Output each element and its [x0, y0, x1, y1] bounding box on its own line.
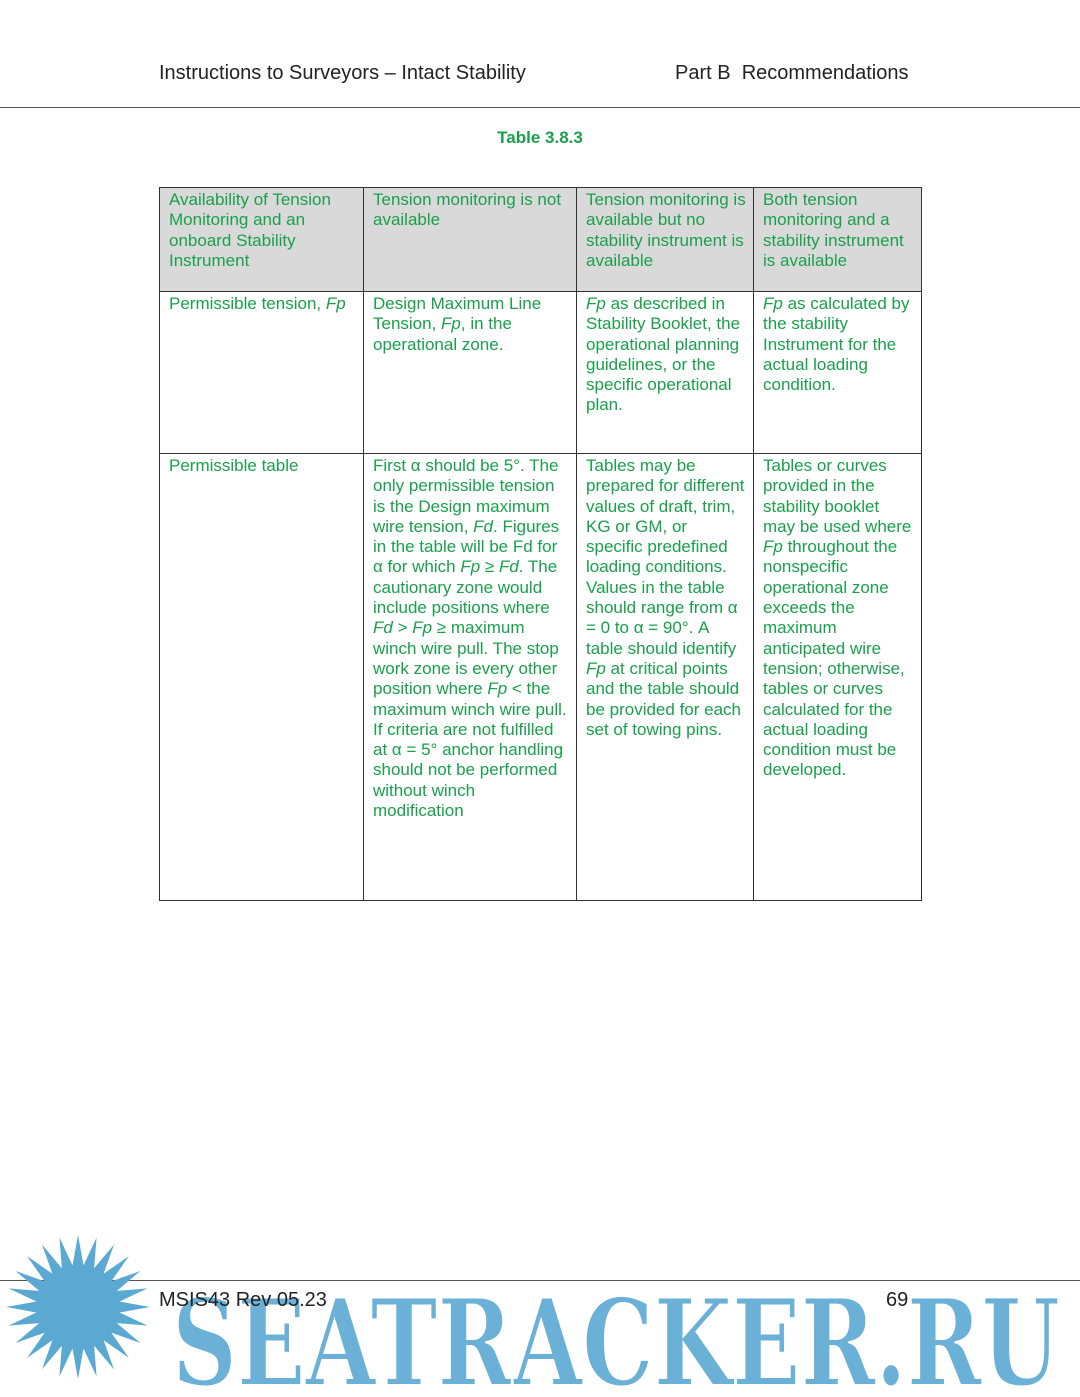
footer-divider — [0, 1280, 1080, 1281]
cell-design-max-line-tension: Design Maximum Line Tension, Fp, in the operational zone. — [364, 292, 577, 454]
cell-fp-calculated: Fp as calculated by the stability Instrument for the actual loading condition. — [754, 292, 922, 454]
table-row-permissible-tension — [160, 292, 922, 454]
cell-fp-stability-booklet: Fp as described in Stability Booklet, the operational planning guidelines, or the specific operational plan. — [577, 292, 754, 454]
row-label-permissible-table: Permissible table — [160, 454, 364, 901]
header-divider — [0, 107, 1080, 108]
sun-icon — [6, 1235, 150, 1379]
header-document-title: Instructions to Surveyors – Intact Stability — [159, 62, 526, 84]
cell-tables-prepared: Tables may be prepared for different values of draft, trim, KG or GM, or specific predefined loading conditions. Values in the table should range from α = 0 to α = 90°. A table should identify Fp at critical points and the table should be provided for each set of towing pins. — [577, 454, 754, 901]
cell-tables-or-curves: Tables or curves provided in the stability booklet may be used where Fp throughout the nonspecific operational zone exceeds the maximum anticipated wire tension; otherwise, tables or curves calculated for the actual loading condition must be developed. — [754, 454, 922, 901]
table-row-permissible-table — [160, 454, 922, 901]
header-cell-both-available: Both tension monitoring and a stability instrument is available — [754, 188, 922, 292]
watermark-text: SEATRACKER.RU — [172, 1273, 1060, 1397]
table-title: Table 3.8.3 — [497, 128, 583, 147]
header-cell-availability: Availability of Tension Monitoring and an onboard Stability Instrument — [160, 188, 364, 292]
table-header-row — [160, 188, 922, 292]
footer-document-revision: MSIS43 Rev 05.23 — [159, 1289, 327, 1311]
header-cell-monitoring-no-instrument: Tension monitoring is available but no stability instrument is available — [577, 188, 754, 292]
stability-table — [159, 187, 922, 901]
seatracker-watermark — [0, 1235, 1080, 1397]
header-cell-no-monitoring: Tension monitoring is not available — [364, 188, 577, 292]
page-number: 69 — [886, 1289, 909, 1311]
row-label-permissible-tension: Permissible tension, Fp — [160, 292, 364, 454]
cell-first-alpha: First α should be 5°. The only permissible tension is the Design maximum wire tension, Fd. Figures in the table will be Fd for α for which Fp ≥ Fd. The cautionary zone would include positions where Fd > Fp ≥ maximum winch wire pull. The stop work zone is every other position where Fp < the maximum winch wire pull. If criteria are not fulfilled at α = 5° anchor handling should not be performed without winch modification — [364, 454, 577, 901]
header-section-title: Part B Recommendations — [675, 62, 909, 84]
